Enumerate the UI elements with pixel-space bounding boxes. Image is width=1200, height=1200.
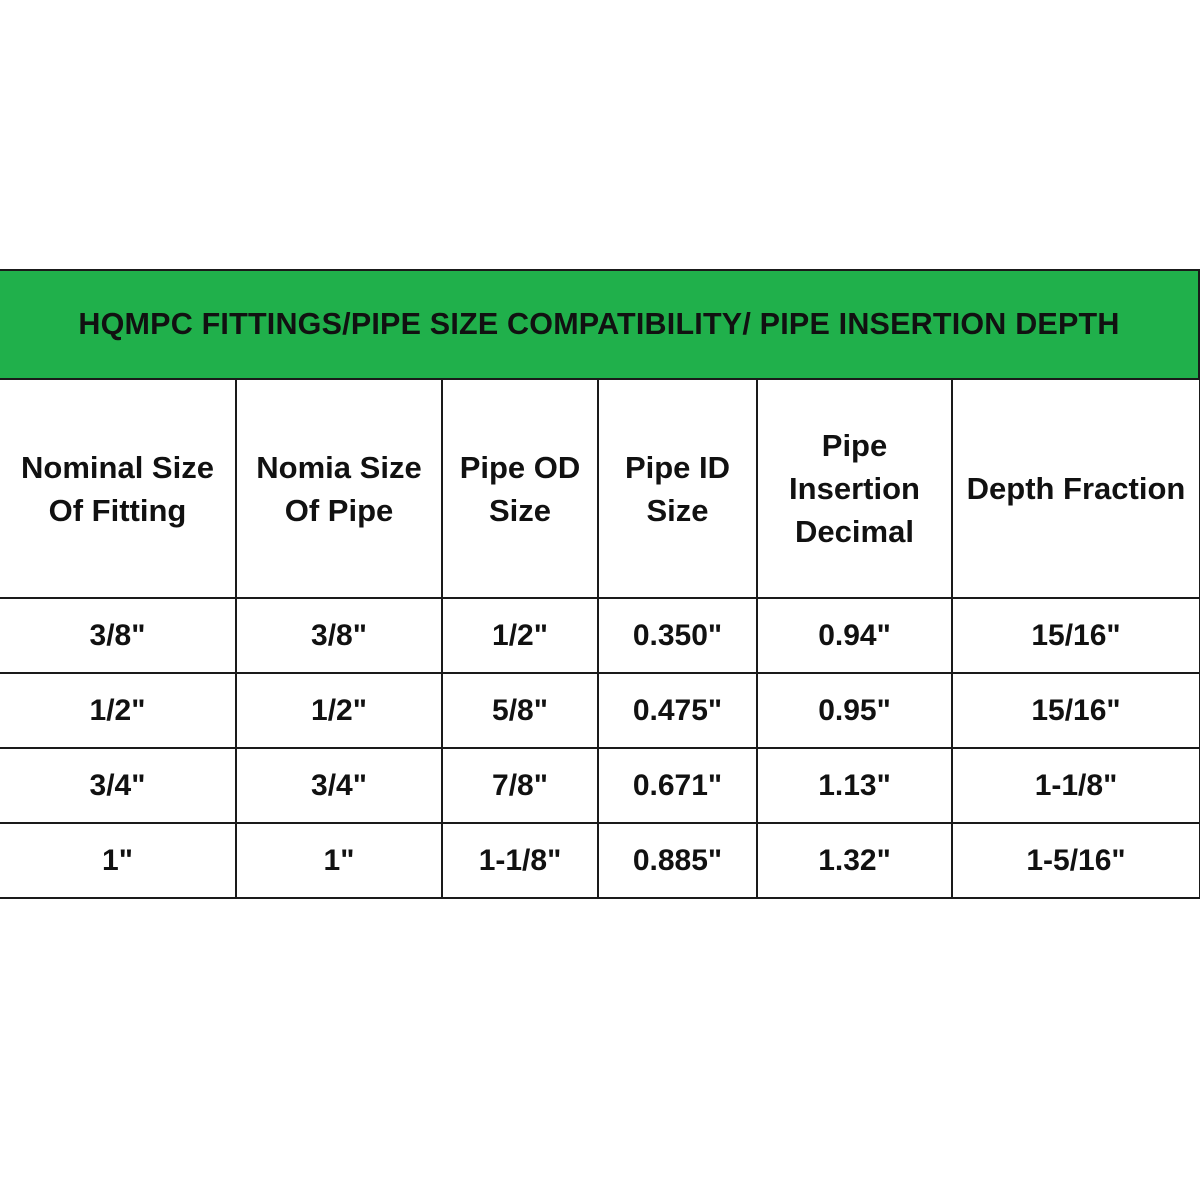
table-cell: 0.95" — [757, 673, 952, 748]
table-row — [0, 823, 1200, 898]
table-cell: 3/4" — [0, 748, 236, 823]
header-row — [0, 380, 1200, 598]
table-cell: 1-1/8" — [442, 823, 598, 898]
compatibility-sheet — [0, 269, 1200, 899]
table-cell: 15/16" — [952, 673, 1200, 748]
header-depth-fraction — [952, 380, 1200, 598]
table-cell: 0.885" — [598, 823, 757, 898]
table-cell: 0.671" — [598, 748, 757, 823]
compatibility-table — [0, 380, 1200, 899]
table-cell: 1-5/16" — [952, 823, 1200, 898]
header-line: Size — [488, 492, 552, 528]
header-pipe-insertion-decimal — [757, 380, 952, 598]
table-cell: 1/2" — [0, 673, 236, 748]
header-line: Size — [646, 492, 709, 528]
table-cell: 3/4" — [236, 748, 442, 823]
table-cell: 1.13" — [757, 748, 952, 823]
table-cell: 1" — [0, 823, 236, 898]
table-row — [0, 598, 1200, 673]
header-pipe-id-size — [598, 380, 757, 598]
table-cell: 0.94" — [757, 598, 952, 673]
header-line: Of Fitting — [48, 492, 187, 528]
table-cell: 5/8" — [442, 673, 598, 748]
header-line: Pipe OD — [459, 449, 581, 485]
table-cell: 0.475" — [598, 673, 757, 748]
header-nominal-size-of-fitting — [0, 380, 236, 598]
header-pipe-od-size — [442, 380, 598, 598]
table-cell: 1/2" — [442, 598, 598, 673]
table-cell: 1/2" — [236, 673, 442, 748]
header-line: Insertion — [789, 471, 920, 506]
header-line: Decimal — [795, 514, 914, 549]
header-line: Nomia Size — [256, 449, 422, 485]
header-line: Nominal Size — [21, 449, 214, 485]
header-nomia-size-of-pipe — [236, 380, 442, 598]
table-cell: 15/16" — [952, 598, 1200, 673]
banner-title: HQMPC FITTINGS/PIPE SIZE COMPATIBILITY/ PIPE INSERTION DEPTH — [78, 307, 1120, 341]
title-banner — [0, 269, 1200, 380]
header-line: Of Pipe — [284, 492, 394, 528]
table-cell: 3/8" — [0, 598, 236, 673]
table-cell: 1" — [236, 823, 442, 898]
table-row — [0, 673, 1200, 748]
table-cell: 3/8" — [236, 598, 442, 673]
header-line: Depth Fraction — [966, 471, 1186, 506]
table-cell: 1-1/8" — [952, 748, 1200, 823]
table-cell: 1.32" — [757, 823, 952, 898]
table-cell: 0.350" — [598, 598, 757, 673]
table-cell: 7/8" — [442, 748, 598, 823]
table-row — [0, 748, 1200, 823]
header-line: Pipe ID — [624, 449, 731, 485]
header-line: Pipe — [821, 428, 888, 463]
